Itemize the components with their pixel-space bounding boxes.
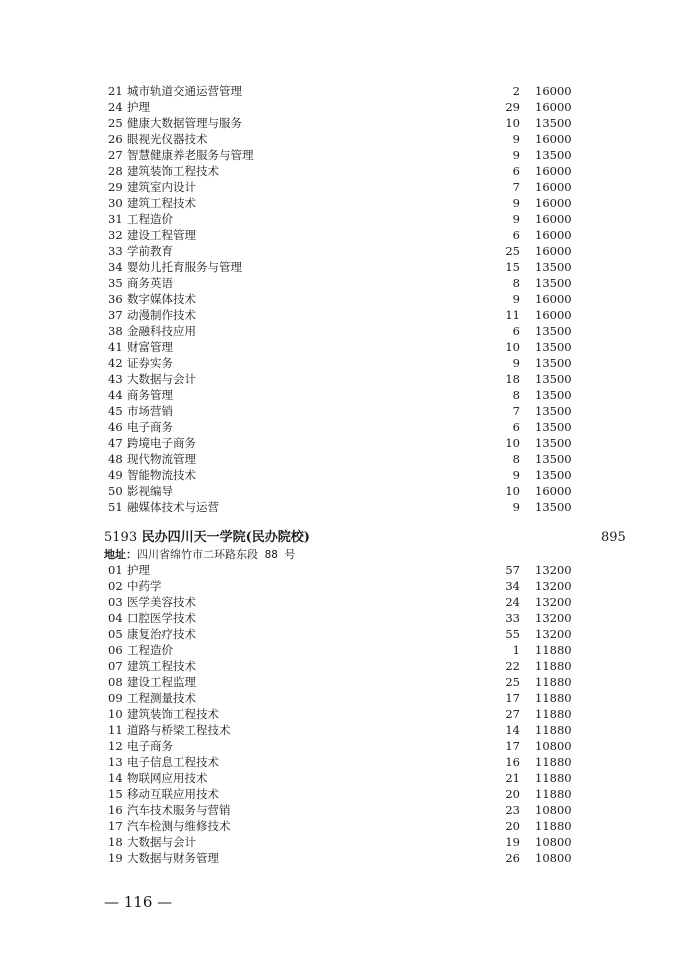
page-number: — 116 — bbox=[104, 893, 173, 911]
table-row bbox=[0, 131, 680, 147]
major-name: 电子商务 bbox=[127, 420, 173, 434]
major-name: 跨境电子商务 bbox=[127, 436, 196, 450]
major-code: 51 bbox=[108, 500, 123, 514]
enrollment-count: 9 bbox=[512, 132, 520, 146]
enrollment-count: 9 bbox=[512, 196, 520, 210]
major-name: 建筑装饰工程技术 bbox=[127, 707, 219, 721]
table-row bbox=[0, 307, 680, 323]
tuition-fee: 13500 bbox=[535, 356, 572, 370]
enrollment-count: 19 bbox=[505, 835, 520, 849]
tuition-fee: 16000 bbox=[535, 196, 572, 210]
enrollment-count: 7 bbox=[512, 404, 520, 418]
tuition-fee: 13500 bbox=[535, 276, 572, 290]
enrollment-count: 15 bbox=[505, 260, 520, 274]
major-name: 汽车检测与维修技术 bbox=[127, 819, 231, 833]
tuition-fee: 13500 bbox=[535, 372, 572, 386]
table-row bbox=[0, 371, 680, 387]
table-row bbox=[0, 211, 680, 227]
major-code: 17 bbox=[108, 819, 123, 833]
table-row bbox=[0, 451, 680, 467]
major-name: 婴幼儿托育服务与管理 bbox=[127, 260, 242, 274]
tuition-fee: 16000 bbox=[535, 308, 572, 322]
major-code: 44 bbox=[108, 388, 123, 402]
enrollment-count: 6 bbox=[512, 420, 520, 434]
enrollment-count: 11 bbox=[505, 308, 520, 322]
major-code: 01 bbox=[108, 563, 123, 577]
major-name: 物联网应用技术 bbox=[127, 771, 208, 785]
major-name: 中药学 bbox=[127, 579, 162, 593]
table-row bbox=[0, 499, 680, 515]
major-code: 38 bbox=[108, 324, 123, 338]
tuition-fee: 16000 bbox=[535, 100, 572, 114]
table-row bbox=[0, 387, 680, 403]
enrollment-count: 8 bbox=[512, 452, 520, 466]
major-name: 建设工程监理 bbox=[127, 675, 196, 689]
enrollment-count: 9 bbox=[512, 212, 520, 226]
tuition-fee: 10800 bbox=[535, 803, 572, 817]
major-name: 影视编导 bbox=[127, 484, 173, 498]
major-code: 16 bbox=[108, 803, 123, 817]
school-header bbox=[104, 529, 664, 547]
major-name: 金融科技应用 bbox=[127, 324, 196, 338]
tuition-fee: 13500 bbox=[535, 420, 572, 434]
table-row bbox=[0, 626, 680, 642]
major-name: 建设工程管理 bbox=[127, 228, 196, 242]
table-row bbox=[0, 275, 680, 291]
enrollment-count: 9 bbox=[512, 356, 520, 370]
major-code: 33 bbox=[108, 244, 123, 258]
enrollment-count: 9 bbox=[512, 468, 520, 482]
major-name: 工程测量技术 bbox=[127, 691, 196, 705]
tuition-fee: 10800 bbox=[535, 851, 572, 865]
major-name: 智慧健康养老服务与管理 bbox=[127, 148, 254, 162]
enrollment-count: 27 bbox=[505, 707, 520, 721]
table-row bbox=[0, 355, 680, 371]
major-name: 移动互联应用技术 bbox=[127, 787, 219, 801]
tuition-fee: 13500 bbox=[535, 116, 572, 130]
major-name: 康复治疗技术 bbox=[127, 627, 196, 641]
enrollment-count: 9 bbox=[512, 292, 520, 306]
major-name: 道路与桥梁工程技术 bbox=[127, 723, 231, 737]
tuition-fee: 11880 bbox=[535, 819, 572, 833]
tuition-fee: 13500 bbox=[535, 324, 572, 338]
tuition-fee: 13200 bbox=[535, 563, 572, 577]
major-name: 建筑室内设计 bbox=[127, 180, 196, 194]
table-row bbox=[0, 163, 680, 179]
table-row bbox=[0, 754, 680, 770]
major-name: 眼视光仪器技术 bbox=[127, 132, 208, 146]
enrollment-count: 17 bbox=[505, 691, 520, 705]
table-row bbox=[0, 770, 680, 786]
major-name: 城市轨道交通运营管理 bbox=[127, 84, 242, 98]
tuition-fee: 16000 bbox=[535, 212, 572, 226]
address-label: 地址： bbox=[104, 548, 137, 561]
major-name: 现代物流管理 bbox=[127, 452, 196, 466]
enrollment-count: 10 bbox=[505, 340, 520, 354]
table-row bbox=[0, 706, 680, 722]
major-code: 03 bbox=[108, 595, 123, 609]
enrollment-count: 20 bbox=[505, 819, 520, 833]
major-name: 商务英语 bbox=[127, 276, 173, 290]
major-code: 49 bbox=[108, 468, 123, 482]
major-name: 工程造价 bbox=[127, 643, 173, 657]
major-code: 21 bbox=[108, 84, 123, 98]
tuition-fee: 11880 bbox=[535, 787, 572, 801]
major-name: 商务管理 bbox=[127, 388, 173, 402]
major-code: 36 bbox=[108, 292, 123, 306]
major-code: 35 bbox=[108, 276, 123, 290]
enrollment-count: 18 bbox=[505, 372, 520, 386]
major-name: 数字媒体技术 bbox=[127, 292, 196, 306]
enrollment-count: 25 bbox=[505, 675, 520, 689]
table-row bbox=[0, 722, 680, 738]
enrollment-count: 9 bbox=[512, 500, 520, 514]
major-code: 07 bbox=[108, 659, 123, 673]
major-code: 50 bbox=[108, 484, 123, 498]
table-row bbox=[0, 578, 680, 594]
major-name: 建筑装饰工程技术 bbox=[127, 164, 219, 178]
school-address bbox=[104, 547, 296, 563]
major-code: 14 bbox=[108, 771, 123, 785]
table-row bbox=[0, 738, 680, 754]
major-name: 财富管理 bbox=[127, 340, 173, 354]
enrollment-count: 6 bbox=[512, 228, 520, 242]
major-code: 02 bbox=[108, 579, 123, 593]
enrollment-count: 33 bbox=[505, 611, 520, 625]
tuition-fee: 13500 bbox=[535, 340, 572, 354]
table-row bbox=[0, 179, 680, 195]
table-row bbox=[0, 339, 680, 355]
table-row bbox=[0, 147, 680, 163]
major-code: 47 bbox=[108, 436, 123, 450]
enrollment-count: 9 bbox=[512, 148, 520, 162]
tuition-fee: 13500 bbox=[535, 436, 572, 450]
enrollment-count: 21 bbox=[505, 771, 520, 785]
table-row bbox=[0, 850, 680, 866]
major-name: 健康大数据管理与服务 bbox=[127, 116, 242, 130]
table-row bbox=[0, 690, 680, 706]
tuition-fee: 11880 bbox=[535, 659, 572, 673]
major-name: 大数据与财务管理 bbox=[127, 851, 219, 865]
address-text: 四川省绵竹市二环路东段 88 号 bbox=[137, 548, 296, 561]
major-code: 46 bbox=[108, 420, 123, 434]
table-row bbox=[0, 323, 680, 339]
enrollment-count: 2 bbox=[512, 84, 520, 98]
table-row bbox=[0, 291, 680, 307]
major-code: 18 bbox=[108, 835, 123, 849]
tuition-fee: 16000 bbox=[535, 164, 572, 178]
enrollment-count: 57 bbox=[505, 563, 520, 577]
tuition-fee: 13200 bbox=[535, 595, 572, 609]
major-code: 06 bbox=[108, 643, 123, 657]
tuition-fee: 11880 bbox=[535, 691, 572, 705]
major-code: 05 bbox=[108, 627, 123, 641]
major-code: 45 bbox=[108, 404, 123, 418]
major-code: 19 bbox=[108, 851, 123, 865]
enrollment-count: 7 bbox=[512, 180, 520, 194]
tuition-fee: 16000 bbox=[535, 180, 572, 194]
enrollment-count: 16 bbox=[505, 755, 520, 769]
school-name: 民办四川天一学院(民办院校) bbox=[141, 530, 310, 545]
major-name: 工程造价 bbox=[127, 212, 173, 226]
major-name: 市场营销 bbox=[127, 404, 173, 418]
enrollment-count: 8 bbox=[512, 388, 520, 402]
major-code: 48 bbox=[108, 452, 123, 466]
major-code: 27 bbox=[108, 148, 123, 162]
table-row bbox=[0, 435, 680, 451]
tuition-fee: 11880 bbox=[535, 675, 572, 689]
table-row bbox=[0, 467, 680, 483]
major-code: 25 bbox=[108, 116, 123, 130]
major-code: 43 bbox=[108, 372, 123, 386]
tuition-fee: 13500 bbox=[535, 500, 572, 514]
tuition-fee: 16000 bbox=[535, 84, 572, 98]
enrollment-count: 26 bbox=[505, 851, 520, 865]
major-name: 大数据与会计 bbox=[127, 372, 196, 386]
table-row bbox=[0, 818, 680, 834]
enrollment-count: 34 bbox=[505, 579, 520, 593]
major-name: 护理 bbox=[127, 100, 150, 114]
tuition-fee: 10800 bbox=[535, 739, 572, 753]
tuition-fee: 13500 bbox=[535, 148, 572, 162]
major-code: 34 bbox=[108, 260, 123, 274]
major-code: 32 bbox=[108, 228, 123, 242]
enrollment-count: 8 bbox=[512, 276, 520, 290]
major-code: 15 bbox=[108, 787, 123, 801]
table-row bbox=[0, 786, 680, 802]
tuition-fee: 13500 bbox=[535, 468, 572, 482]
tuition-fee: 11880 bbox=[535, 755, 572, 769]
enrollment-count: 10 bbox=[505, 116, 520, 130]
enrollment-count: 10 bbox=[505, 484, 520, 498]
table-row bbox=[0, 594, 680, 610]
table-row bbox=[0, 195, 680, 211]
major-code: 10 bbox=[108, 707, 123, 721]
tuition-fee: 11880 bbox=[535, 643, 572, 657]
major-code: 12 bbox=[108, 739, 123, 753]
major-code: 37 bbox=[108, 308, 123, 322]
tuition-fee: 13200 bbox=[535, 579, 572, 593]
major-code: 31 bbox=[108, 212, 123, 226]
major-code: 04 bbox=[108, 611, 123, 625]
major-name: 护理 bbox=[127, 563, 150, 577]
table-row bbox=[0, 834, 680, 850]
enrollment-count: 24 bbox=[505, 595, 520, 609]
tuition-fee: 13500 bbox=[535, 260, 572, 274]
major-name: 电子信息工程技术 bbox=[127, 755, 219, 769]
enrollment-count: 1 bbox=[512, 643, 520, 657]
table-row bbox=[0, 227, 680, 243]
major-name: 动漫制作技术 bbox=[127, 308, 196, 322]
major-code: 08 bbox=[108, 675, 123, 689]
major-code: 11 bbox=[108, 723, 123, 737]
major-code: 13 bbox=[108, 755, 123, 769]
enrollment-count: 14 bbox=[505, 723, 520, 737]
table-row bbox=[0, 403, 680, 419]
tuition-fee: 13200 bbox=[535, 627, 572, 641]
enrollment-count: 55 bbox=[505, 627, 520, 641]
table-row bbox=[0, 658, 680, 674]
table-row bbox=[0, 83, 680, 99]
enrollment-count: 10 bbox=[505, 436, 520, 450]
major-name: 建筑工程技术 bbox=[127, 196, 196, 210]
major-name: 医学美容技术 bbox=[127, 595, 196, 609]
table-row bbox=[0, 802, 680, 818]
major-name: 学前教育 bbox=[127, 244, 173, 258]
school-code: 5193 bbox=[104, 530, 138, 545]
school-total: 895 bbox=[601, 530, 626, 545]
table-row bbox=[0, 419, 680, 435]
enrollment-count: 22 bbox=[505, 659, 520, 673]
major-code: 42 bbox=[108, 356, 123, 370]
major-code: 26 bbox=[108, 132, 123, 146]
enrollment-count: 6 bbox=[512, 164, 520, 178]
major-code: 41 bbox=[108, 340, 123, 354]
enrollment-count: 25 bbox=[505, 244, 520, 258]
tuition-fee: 16000 bbox=[535, 244, 572, 258]
table-row bbox=[0, 259, 680, 275]
major-code: 30 bbox=[108, 196, 123, 210]
enrollment-count: 20 bbox=[505, 787, 520, 801]
table-row bbox=[0, 243, 680, 259]
tuition-fee: 11880 bbox=[535, 723, 572, 737]
major-name: 融媒体技术与运营 bbox=[127, 500, 219, 514]
tuition-fee: 13500 bbox=[535, 452, 572, 466]
major-name: 智能物流技术 bbox=[127, 468, 196, 482]
tuition-fee: 16000 bbox=[535, 292, 572, 306]
tuition-fee: 13200 bbox=[535, 611, 572, 625]
table-row bbox=[0, 562, 680, 578]
table-row bbox=[0, 674, 680, 690]
table-row bbox=[0, 99, 680, 115]
enrollment-count: 17 bbox=[505, 739, 520, 753]
tuition-fee: 11880 bbox=[535, 707, 572, 721]
table-row bbox=[0, 115, 680, 131]
major-name: 证券实务 bbox=[127, 356, 173, 370]
tuition-fee: 16000 bbox=[535, 228, 572, 242]
major-name: 建筑工程技术 bbox=[127, 659, 196, 673]
table-row bbox=[0, 483, 680, 499]
major-code: 24 bbox=[108, 100, 123, 114]
major-code: 29 bbox=[108, 180, 123, 194]
major-name: 大数据与会计 bbox=[127, 835, 196, 849]
tuition-fee: 10800 bbox=[535, 835, 572, 849]
table-row bbox=[0, 610, 680, 626]
enrollment-count: 29 bbox=[505, 100, 520, 114]
major-name: 电子商务 bbox=[127, 739, 173, 753]
tuition-fee: 13500 bbox=[535, 404, 572, 418]
enrollment-count: 23 bbox=[505, 803, 520, 817]
major-code: 09 bbox=[108, 691, 123, 705]
major-name: 口腔医学技术 bbox=[127, 611, 196, 625]
tuition-fee: 16000 bbox=[535, 132, 572, 146]
tuition-fee: 13500 bbox=[535, 388, 572, 402]
enrollment-count: 6 bbox=[512, 324, 520, 338]
tuition-fee: 11880 bbox=[535, 771, 572, 785]
major-name: 汽车技术服务与营销 bbox=[127, 803, 231, 817]
table-row bbox=[0, 642, 680, 658]
tuition-fee: 16000 bbox=[535, 484, 572, 498]
major-code: 28 bbox=[108, 164, 123, 178]
